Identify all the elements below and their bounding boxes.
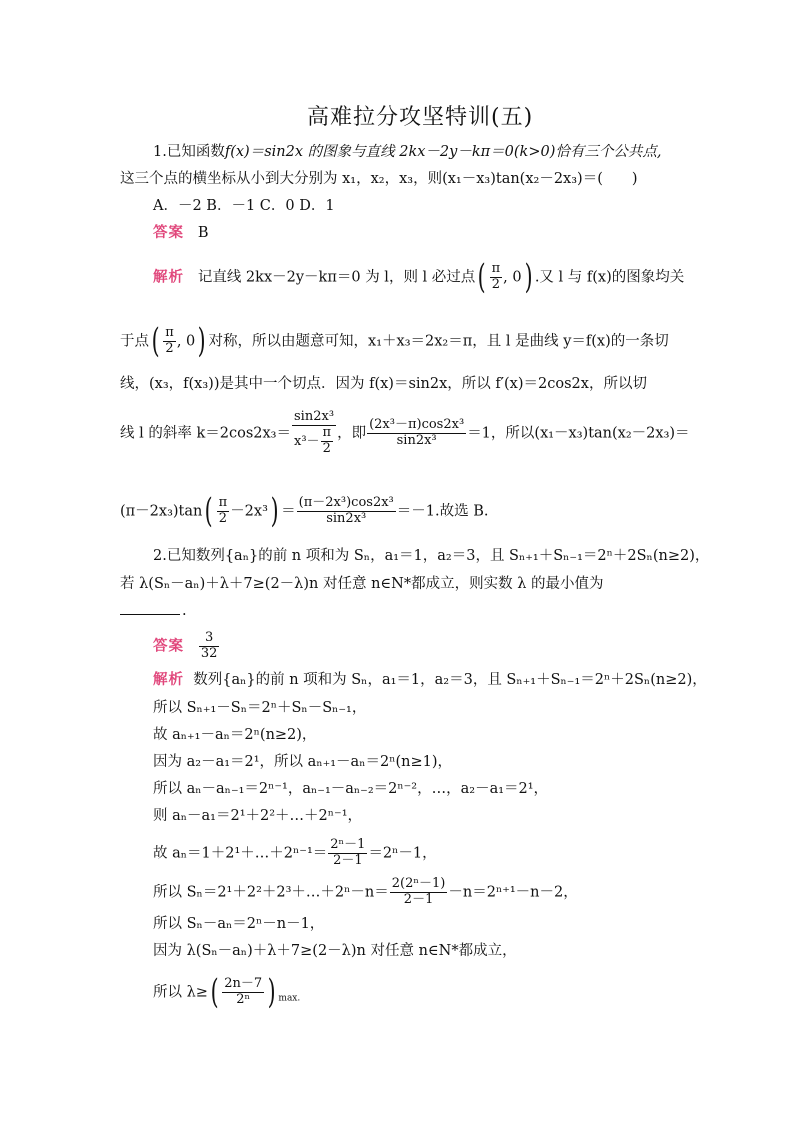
q1-solution-line4: 线 l 的斜率 k＝2cos2x₃＝ sin2x³ x³－ $\frac{\pi}{2}$ ，即 $\frac{\text{(2x³－π)cos2x³}}{\text{sin2x³}}$ ＝1，所以(x₁－x₃)tan(x₂－2x₃)＝ bbox=[120, 409, 690, 456]
q2-stem: 2.已知数列{aₙ}的前 n 项和为 Sₙ，a₁＝1，a₂＝3，且 Sₙ₊₁＋Sₙ₋₁＝2ⁿ＋2Sₙ(n≥2)， bbox=[153, 548, 710, 564]
fraction: $\frac{\pi}{2}$ bbox=[322, 424, 332, 456]
q2-answer-row bbox=[153, 631, 220, 662]
q1-answer-value: B bbox=[197, 225, 209, 241]
answer-label: 答案 bbox=[153, 224, 184, 241]
q1-stem-line2: 这三个点的横坐标从小到大分别为 x₁，x₂，x₃，则(x₁－x₃)tan(x₂－2x₃)＝( ) bbox=[120, 171, 638, 187]
answer-blank bbox=[120, 614, 180, 615]
q2-solution-line10: 因为 λ(Sₙ－aₙ)＋λ＋7≥(2－λ)n 对任意 n∈N*都成立， bbox=[153, 943, 517, 959]
q2-solution-line8: 所以 Sₙ＝2¹＋2²＋2³＋…＋2ⁿ－n＝ $\frac{\text{2(2ⁿ－1)}}{2-1}$ －n＝2ⁿ⁺¹－n－2， bbox=[153, 876, 578, 907]
q1-solution-line1: 解析 记直线 2kx－2y－kπ＝0 为 l，则 l 必过点( $\frac{\pi}{2}$ , 0) .又 l 与 f(x)的图象均关 bbox=[153, 256, 685, 297]
q1-solution-line5: (π－2x₃)tan( $\frac{\pi}{2}$ －2x³) ＝ $\frac{\text{(π－2x³)cos2x³}}{\text{sin2x³}}$ ＝－1.故选 B. bbox=[120, 490, 489, 531]
q1-options: A．－2 B．－1 C．0 D．1 bbox=[153, 198, 335, 214]
q2-solution-line7: 故 aₙ＝1＋2¹＋…＋2ⁿ⁻¹＝ $\frac{\text{2ⁿ－1}}{2-1}$ ＝2ⁿ－1， bbox=[153, 837, 437, 868]
fraction: sin2x³ x³－ $\frac{\pi}{2}$ bbox=[292, 410, 336, 457]
fraction: $\frac{\text{2(2ⁿ－1)}}{2-1}$ bbox=[391, 876, 446, 907]
q1-solution-line3: 线，(x₃，f(x₃))是其中一个切点．因为 f(x)＝sin2x，所以 f′(x)＝2cos2x，所以切 bbox=[120, 376, 647, 392]
fraction: $\frac{\text{(π－2x³)cos2x³}}{\text{sin2x³}}$ bbox=[298, 495, 394, 526]
q2-solution-line3: 故 aₙ₊₁－aₙ＝2ⁿ(n≥2)， bbox=[153, 727, 317, 743]
fraction: $\frac{2n-7}{\text{2ⁿ}}$ bbox=[224, 976, 263, 1007]
q2-solution-line6: 则 aₙ－a₁＝2¹＋2²＋…＋2ⁿ⁻¹， bbox=[153, 808, 363, 824]
q2-stem-line2: 若 λ(Sₙ－aₙ)＋λ＋7≥(2－λ)n 对任意 n∈N*都成立，则实数 λ 的最小值为 bbox=[120, 576, 604, 592]
fraction: $\frac{\text{(2x³－π)cos2x³}}{\text{sin2x³}}$ bbox=[369, 416, 465, 448]
fraction: $\frac{\pi}{2}$ bbox=[491, 261, 501, 292]
q2-solution-line11: 所以 λ≥( $\frac{2n-7}{\text{2ⁿ}}$ ) $_{max.}$ bbox=[153, 971, 301, 1012]
analysis-label: 解析 bbox=[153, 671, 184, 688]
q2-solution-line4: 因为 a₂－a₁＝2¹，所以 aₙ₊₁－aₙ＝2ⁿ(n≥1)， bbox=[153, 754, 452, 770]
q2-solution-line2: 所以 Sₙ₊₁－Sₙ＝2ⁿ＋Sₙ－Sₙ₋₁， bbox=[153, 700, 367, 716]
q2-solution-line5: 所以 aₙ－aₙ₋₁＝2ⁿ⁻¹，aₙ₋₁－aₙ₋₂＝2ⁿ⁻²，…，a₂－a₁＝2¹， bbox=[153, 781, 549, 797]
answer-label: 答案 bbox=[153, 637, 184, 655]
q2-solution-line9: 所以 Sₙ－aₙ＝2ⁿ－n－1， bbox=[153, 916, 325, 932]
q2-stem-line3: . bbox=[120, 604, 187, 619]
q1-answer-row bbox=[153, 226, 208, 241]
q1-stem: 1.已知函数f(x)＝sin2x 的图象与直线 2kx－2y－kπ＝0(k>0)恰有三个公共点, bbox=[153, 144, 662, 160]
q2-solution-line1: 解析 数列{aₙ}的前 n 项和为 Sₙ，a₁＝1，a₂＝3，且 Sₙ₊₁＋Sₙ₋₁＝2ⁿ＋2Sₙ(n≥2)， bbox=[153, 671, 707, 688]
fraction: $\frac{\pi}{2}$ bbox=[165, 325, 174, 356]
analysis-label: 解析 bbox=[153, 268, 184, 286]
fraction: $\frac{\text{2ⁿ－1}}{2-1}$ bbox=[330, 837, 366, 868]
page-title: 高难拉分攻坚特训(五) bbox=[307, 105, 534, 130]
q2-answer-value: $\frac{3}{32}$ bbox=[200, 630, 218, 661]
fraction: $\frac{\pi}{2}$ bbox=[218, 495, 228, 526]
q1-solution-line2: 于点( $\frac{\pi}{2}$ , 0) 对称，所以由题意可知，x₁＋x₃＝2x₂＝π，且 l 是曲线 y＝f(x)的一条切 bbox=[120, 320, 669, 361]
